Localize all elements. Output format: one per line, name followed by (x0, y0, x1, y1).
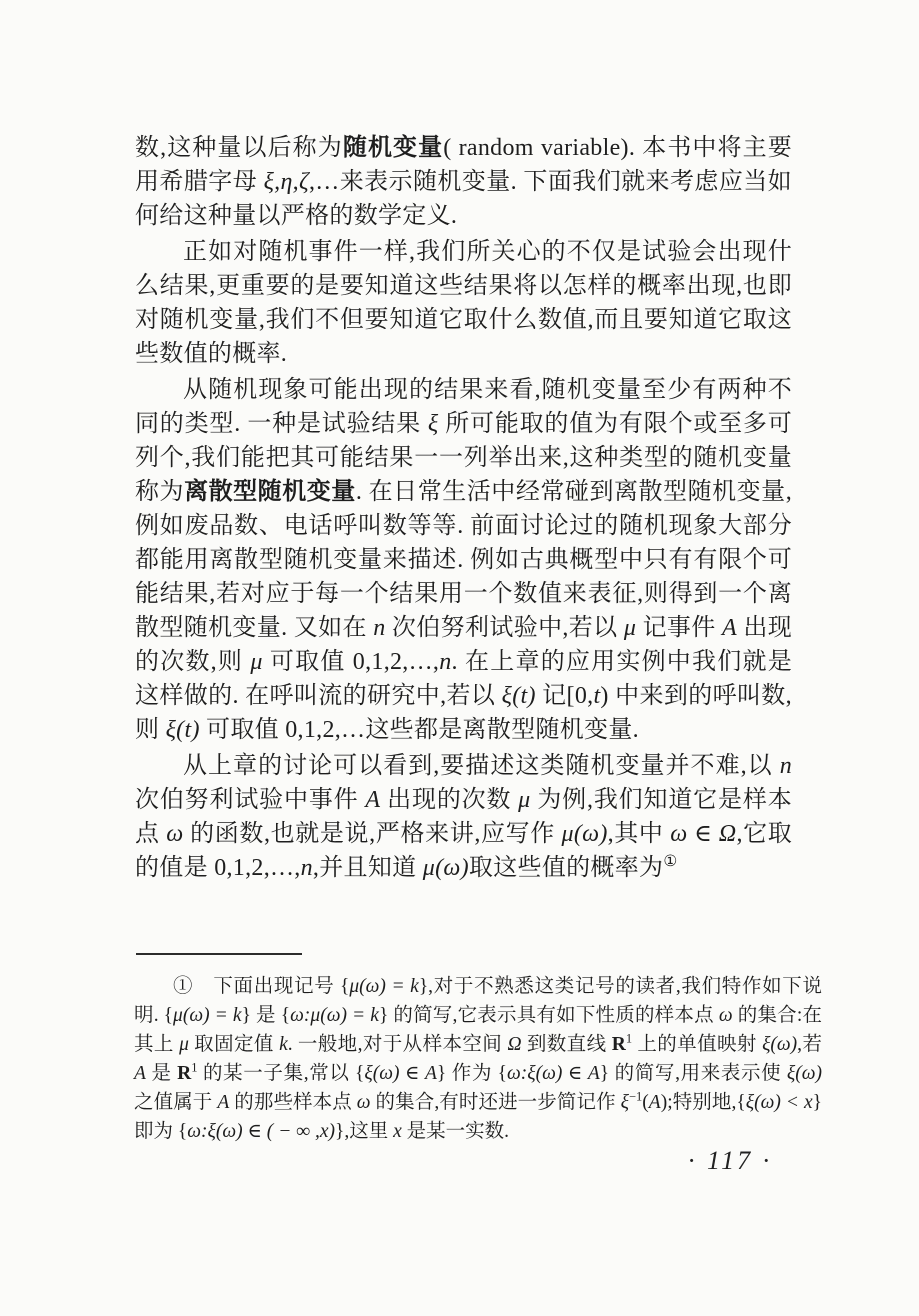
text-run: 出现的次数 (380, 787, 519, 813)
math-symbol: ξ(ω) (786, 1063, 822, 1084)
text-run: ,并且知道 (312, 855, 423, 881)
text-run: 次伯努利试验中,若以 (385, 615, 624, 641)
text-run: 的集合,有时还进一步简记作 (370, 1092, 621, 1113)
math-symbol: μ (250, 649, 263, 675)
bold-term: 随机变量 (342, 134, 444, 161)
text-run: 从上章的讨论可以看到,要描述这类随机变量并不难,以 (183, 753, 780, 779)
footnote-text (134, 972, 822, 1146)
text-run: } 即为 { (134, 1092, 822, 1142)
text-run: 取这些值的概率为 (468, 855, 664, 881)
text-run: 从随机现象可能出现的结果来看,随机变量至少有两种不同的类型. 一种是试验结果 (135, 377, 792, 437)
math-symbol: ξ (620, 1092, 629, 1113)
math-symbol: A (365, 787, 381, 813)
text-run: 正如对随机事件一样,我们所关心的不仅是试验会出现什么结果,更重要的是要知道这些结果将以怎样的概率出现,也即对随机变量,我们不但要知道它取什么数值,而且要知道它取这些数值的概率. (135, 239, 792, 367)
text-run: 记事件 (636, 615, 723, 641)
math-symbol: μ(ω) (422, 855, 469, 881)
footnote-paragraph (134, 972, 822, 1146)
math-symbol: A (217, 1092, 230, 1113)
math-symbol: μ(ω) = k (349, 976, 419, 997)
footnote-divider (136, 953, 302, 955)
text-run: },这里 (335, 1121, 394, 1142)
text-run: 次伯努利试验中事件 (135, 787, 366, 813)
math-symbol: ω:ξ(ω) ∈ A (506, 1063, 600, 1084)
math-symbol: A (648, 1092, 661, 1113)
text-run: 可取值 0,1,2,…, (262, 649, 440, 675)
math-symbol: ξ(ω) < x (745, 1092, 813, 1113)
math-symbol: μ(ω) (561, 821, 608, 847)
math-symbol: n (779, 753, 792, 779)
text-run: 出现的次数,则 (135, 615, 793, 675)
text-run: 为例,我们知道它是样本点 (135, 787, 792, 847)
text-run: ,其中 (607, 821, 671, 847)
math-symbol: A (722, 615, 737, 641)
superscript-mark: ① (663, 853, 678, 870)
text-run: },对于不熟悉这类记号的读者,我们特作如下说明. { (134, 976, 822, 1026)
text-run: ,…来表示随机变量. 下面我们就来考虑应当如何给这种量以严格的数学定义. (135, 169, 792, 229)
math-symbol: ω:ξ(ω) ∈ ( − ∞ ,x) (187, 1121, 336, 1142)
math-symbol: ξ(ω) (762, 1034, 798, 1055)
text-run: . 在日常生活中经常碰到离散型随机变量,例如废品数、电话呼叫数等等. 前面讨论过的随机现象大部分都能用离散型随机变量来描述. 例如古典概型中只有有限个可能结果,若对应于每一个结果用一个数值来表征,则得到一个离散型随机变量. 又如在 (135, 479, 792, 641)
text-run: 上的单值映射 (632, 1034, 763, 1055)
math-symbol: ω (718, 1005, 733, 1026)
text-run: . 一般地,对于从样本空间 (287, 1034, 508, 1055)
page-number: · 117 · (688, 1146, 773, 1175)
text-run: 的那些样本点 (229, 1092, 357, 1113)
math-symbol: t (593, 683, 601, 709)
bold-term: R (611, 1034, 626, 1055)
math-symbol: μ (623, 615, 637, 641)
text-run: 取固定值 (188, 1034, 280, 1055)
text-run: ,它取的值是 0,1,2,…, (135, 821, 792, 881)
math-symbol: ξ (427, 411, 439, 437)
bold-term: R (177, 1063, 192, 1084)
math-symbol: A (134, 1063, 146, 1084)
body-paragraph (135, 749, 792, 885)
math-symbol: ω:μ(ω) = k (290, 1005, 379, 1026)
text-run: . 在上章的应用实例中我们就是这样做的. 在呼叫流的研究中,若以 (135, 649, 792, 709)
text-run: ,若 (797, 1034, 822, 1055)
math-symbol: μ (518, 787, 531, 813)
body-paragraph (135, 235, 792, 371)
math-symbol: ξ(ω) ∈ A (364, 1063, 437, 1084)
text-run: 可取值 0,1,2,…这些都是离散型随机变量. (199, 717, 639, 743)
text-run: );特别地,{ (660, 1092, 746, 1113)
math-symbol: x (393, 1121, 402, 1142)
superscript-mark: 1 (625, 1031, 633, 1046)
math-symbol: ξ,η,ζ (263, 169, 309, 195)
text-run: ) 中来到的呼叫数,则 (135, 683, 792, 743)
math-symbol: n (373, 615, 386, 641)
bold-term: 离散型随机变量 (184, 478, 356, 505)
math-symbol: μ (179, 1034, 189, 1055)
text-run: 记[0, (535, 683, 594, 709)
math-symbol: Ω (507, 1034, 522, 1055)
body-paragraph (135, 373, 792, 747)
math-symbol: μ(ω) = k (173, 1005, 242, 1026)
body-text (135, 131, 792, 887)
text-run: } 作为 { (436, 1063, 507, 1084)
text-run: 的集合:在其上 (134, 1005, 822, 1055)
math-symbol: ω ∈ Ω (670, 821, 737, 847)
text-run: 所可能取的值为有限个或至多可列个,我们能把其可能结果一一列举出来,这种类型的随机变量称为 (135, 411, 793, 505)
superscript-mark: 1 (191, 1060, 198, 1075)
math-symbol: ω (166, 821, 184, 847)
math-symbol: ξ(t) (501, 683, 536, 709)
math-symbol: ω (356, 1092, 371, 1113)
text-run: } 的简写,用来表示使 (599, 1063, 787, 1084)
math-symbol: k (279, 1034, 288, 1055)
text-run: ( (642, 1092, 649, 1113)
text-run: ① 下面出现记号 { (173, 976, 350, 997)
math-symbol: ξ(t) (165, 717, 200, 743)
text-run: } 是 { (241, 1005, 291, 1026)
text-run: 到数直线 (521, 1034, 612, 1055)
text-run: 是 (145, 1063, 178, 1084)
text-run: 是某一实数. (401, 1121, 510, 1142)
text-run: ( random variable). 本书中将主要用希腊字母 (135, 135, 792, 195)
math-symbol: n (300, 855, 313, 881)
text-run: } 的简写,它表示具有如下性质的样本点 (378, 1005, 719, 1026)
text-run: 之值属于 (134, 1092, 218, 1113)
text-run: 的函数,也就是说,严格来讲,应写作 (183, 821, 562, 847)
body-paragraph (135, 131, 792, 233)
text-run: 的某一子集,常以 { (197, 1063, 365, 1084)
math-symbol: n (439, 649, 452, 675)
superscript-mark: −1 (629, 1089, 643, 1104)
text-run: 数,这种量以后称为 (135, 135, 343, 161)
